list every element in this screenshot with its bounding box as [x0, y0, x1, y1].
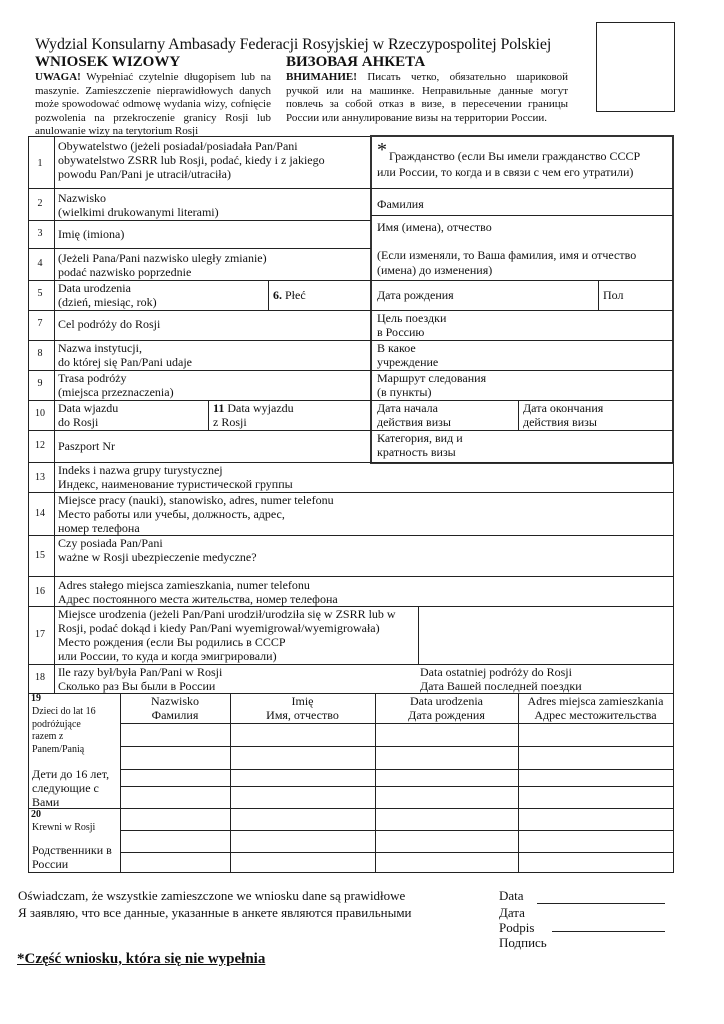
workplace-label: Miejsce pracy (nauki), stanowisko, adres, numer telefonu Место работы или учебы, должность, адрес, номер телефона: [58, 493, 334, 535]
consular-only-note: *Część wniosku, która się nie wypełnia: [17, 951, 266, 967]
row-number: 7: [37, 318, 43, 329]
declaration-pl: Oświadczam, że wszystkie zamieszczone we wniosku dane są prawidłowe: [18, 888, 406, 903]
birthplace-label: Miejsce urodzenia (jeżeli Pan/Pani urodził/urodziła się w ZSRR lub w Rosji, podać dokąd i kiedy Pan/Pani wyemigrował/wyemigrowała) Место рождения (если Вы родились в СССР или России, то куда и когда эмигрировали): [58, 607, 396, 663]
signature-label-pl: Podpis: [499, 920, 535, 935]
institution-label-ru: В какое учреждение: [377, 341, 439, 369]
pl-warning-text: Wypełniać czytelnie długopisem lub na maszynie. Zamieszczenie nieprawidłowych danych może spowodować odmowę wydania wizy, cofnięcie pozwolenia na przekroczenie granicy Rosji lub anulowanie wizy na terytorium Rosji: [35, 71, 271, 137]
citizenship-label-pl: Obywatelstwo (jeżeli posiadał/posiadała Pan/Pani obywatelstwo ZSRR lub Rosji, podać, kiedy i z jakiego powodu Pan/Pani je utracił/utraciła): [58, 139, 325, 181]
photo-box[interactable]: [596, 22, 675, 112]
passport-label-pl: Paszport Nr: [58, 439, 115, 453]
row-number: 13: [35, 472, 45, 483]
page-title: Wydzial Konsularny Ambasady Federacji Rosyjskiej w Rzeczypospolitej Polskiej: [35, 36, 552, 53]
children-label-pl: Dzieci do lat 16 podróżujące razem z Panem/Panią: [32, 706, 96, 755]
row-number: 20: [31, 809, 41, 820]
col-header-name: Imię Имя, отчество: [266, 694, 339, 722]
date-label-ru: Дата: [499, 905, 525, 920]
visits-count-label: Ile razy był/była Pan/Pani w Rosji Сколько раз Вы были в России: [58, 665, 223, 693]
date-label-pl: Data: [499, 888, 524, 903]
sex-label-pl: 6. Płeć: [273, 288, 306, 302]
row-number: 3: [37, 228, 43, 239]
previous-name-label-pl: (Jeżeli Pana/Pani nazwisko uległy zmianie) podać nazwisko poprzednie: [58, 251, 267, 279]
row-number: 8: [37, 348, 43, 359]
visa-end-label-ru: Дата окончания действия визы: [523, 401, 604, 429]
ru-warning-label: ВНИМАНИЕ!: [286, 71, 357, 83]
row-number: 12: [35, 440, 45, 451]
insurance-label: Czy posiada Pan/Pani ważne w Rosji ubezpieczenie medyczne?: [58, 536, 257, 564]
exit-date-label-pl: 11 Data wyjazdu z Rosji: [213, 401, 294, 429]
route-label-ru: Маршрут следования (в пункты): [377, 371, 487, 399]
date-field[interactable]: [537, 903, 665, 904]
pl-heading: WNIOSEK WIZOWY: [35, 54, 181, 70]
relatives-label-pl: Krewni w Rosji: [32, 822, 96, 833]
trip-purpose-label-ru: Цель поездки в Россию: [377, 311, 447, 339]
trip-purpose-label-pl: Cel podróży do Rosji: [58, 317, 161, 331]
signature-label-ru: Подпись: [499, 935, 547, 950]
col-header-surname: Nazwisko Фамилия: [151, 694, 199, 722]
row-number: 14: [35, 508, 45, 519]
relatives-label-ru: Родственники в России: [32, 843, 112, 871]
birth-date-label-pl: Data urodzenia (dzień, miesiąc, rok): [58, 281, 157, 309]
row-number: 15: [35, 550, 45, 561]
declaration-ru: Я заявляю, что все данные, указанные в анкете являются правильными: [18, 905, 412, 920]
row-number: 4: [37, 258, 43, 269]
tour-group-label: Indeks i nazwa grupy turystycznej Индекс, наименование туристической группы: [58, 463, 293, 491]
row-number: 10: [35, 408, 45, 419]
citizenship-label-ru: Гражданство (если Вы имели гражданство СССР или России, то когда и в связи с чем его утратили): [377, 149, 641, 179]
surname-label-ru: Фамилия: [377, 197, 424, 211]
pl-warning: [35, 71, 271, 139]
visa-start-label-ru: Дата начала действия визы: [377, 401, 451, 429]
row-number: 16: [35, 586, 45, 597]
col-header-address: Adres miejsca zamieszkania Адрес местожительства: [527, 694, 664, 722]
row-number: 19: [31, 693, 41, 704]
row-number: 17: [35, 629, 45, 640]
entry-date-label-pl: Data wjazdu do Rosji: [58, 401, 119, 429]
col-header-birth-date: Data urodzenia Дата рождения: [408, 694, 485, 722]
surname-label-pl: Nazwisko (wielkimi drukowanymi literami): [58, 191, 219, 219]
birth-date-label-ru: Дата рождения: [377, 288, 454, 302]
last-visit-label: Data ostatniej podróży do Rosji Дата Вашей последней поездки: [420, 665, 582, 693]
row-number: 18: [35, 672, 45, 683]
pl-warning-label: UWAGA!: [35, 71, 81, 83]
address-label: Adres stałego miejsca zamieszkania, numer telefonu Адрес постоянного места жительства, номер телефона: [58, 578, 338, 606]
previous-name-label-ru: (Если изменяли, то Ваша фамилия, имя и отчество (имена) до изменения): [377, 248, 637, 277]
given-name-label-ru: Имя (имена), отчество: [377, 220, 492, 234]
asterisk-mark: *: [377, 139, 387, 161]
ru-warning: [286, 71, 568, 125]
institution-label-pl: Nazwa instytucji, do której się Pan/Pani udaje: [58, 341, 192, 369]
signature-field[interactable]: [552, 931, 665, 932]
ru-heading: ВИЗОВАЯ АНКЕТА: [286, 54, 426, 70]
row-number: 5: [37, 288, 43, 299]
row-number: 2: [37, 198, 43, 209]
row-number: 1: [37, 158, 43, 169]
row-number: 9: [37, 378, 43, 389]
route-label-pl: Trasa podróży (miejsca przeznaczenia): [58, 371, 174, 399]
sex-label-ru: Пол: [603, 288, 624, 302]
given-name-label-pl: Imię (imiona): [58, 227, 125, 241]
ru-warning-text: Писать четко, обязательно шариковой ручкой или на машинке. Неправильные данные могут повлечь за собой отказ в визе, в пересечении границы России или аннулирование визы на территории России.: [286, 71, 569, 124]
children-label-ru: Дети до 16 лет, следующие с Вами: [32, 767, 110, 809]
visa-category-label-ru: Категория, вид и кратность визы: [377, 431, 463, 459]
